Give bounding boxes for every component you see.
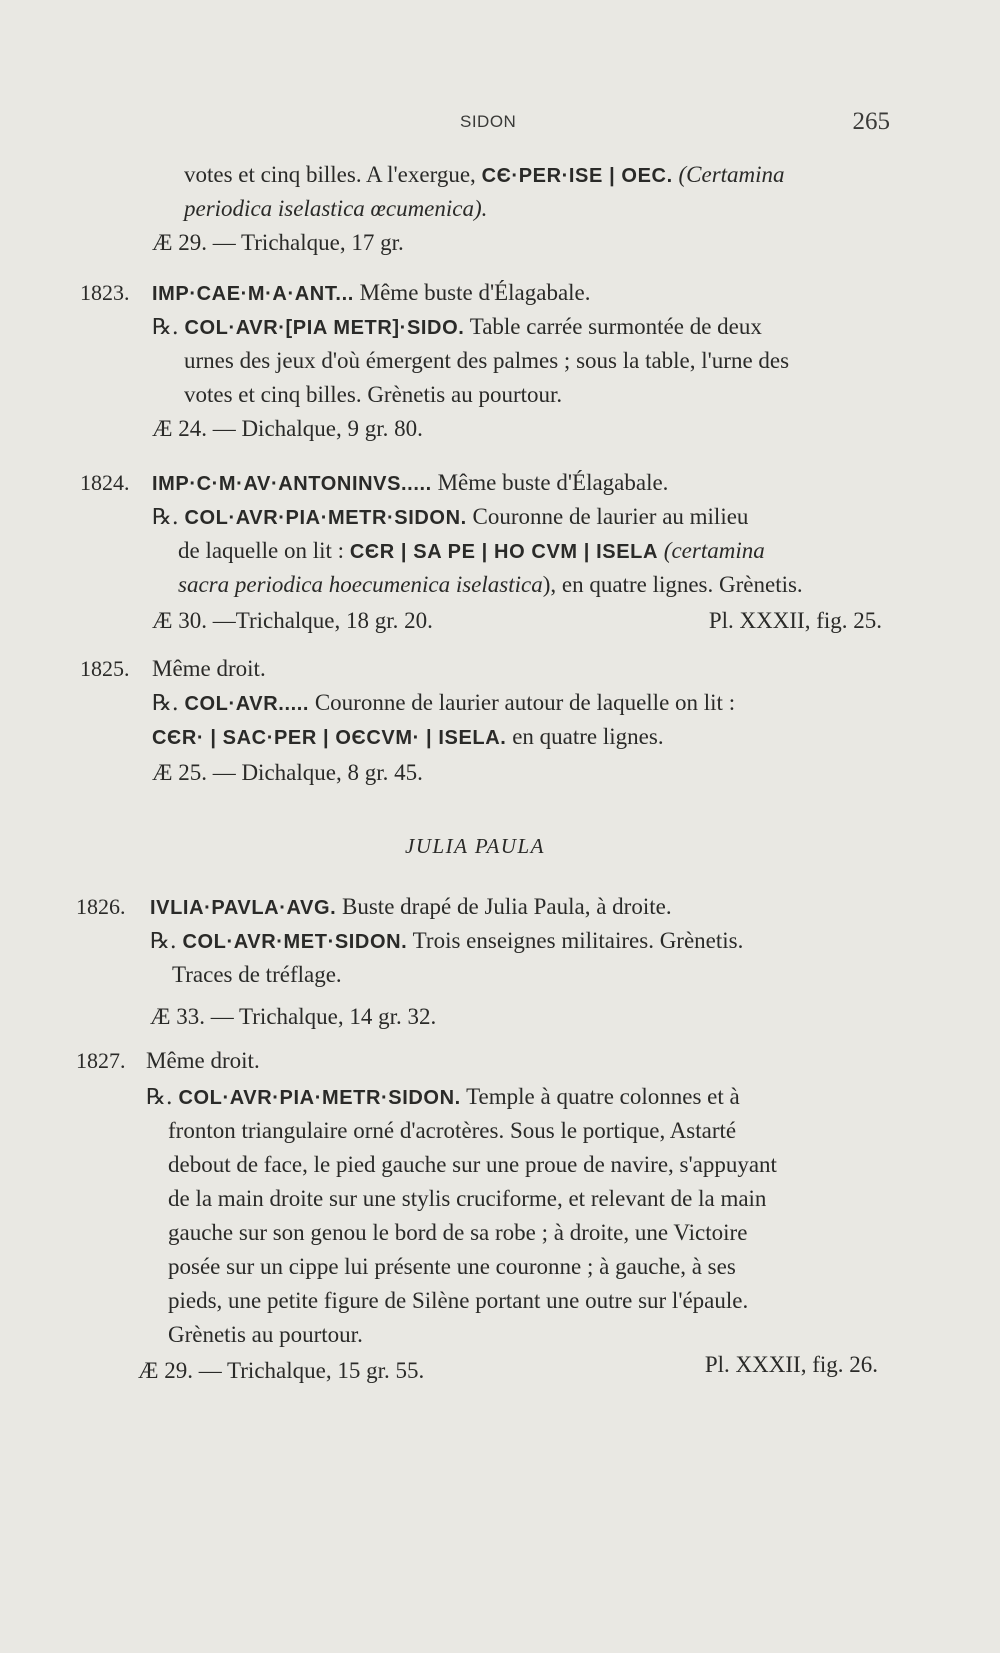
entry-number-1823: 1823.: [80, 280, 130, 305]
page-number: 265: [852, 108, 890, 135]
entry-1827-plate: Pl. XXXII, fig. 26.: [704, 1352, 878, 1377]
continuation-line-2: periodica iselastica œcumenica).: [184, 196, 488, 221]
section-title: JULIA PAULA: [405, 834, 545, 858]
entry-1827-line: fronton triangulaire orné d'acrotères. Sous le portique, Astarté: [168, 1118, 737, 1143]
continuation-line-1: votes et cinq billes. A l'exergue, CЄ·PER·ISE | OEC. (Certamina: [184, 162, 785, 187]
reverse-mark: ℞.: [146, 1085, 173, 1110]
entry-1825-metal: Æ 25. — Dichalque, 8 gr. 45.: [152, 760, 423, 785]
entry-1823-reverse: ℞. COL·AVR·[PIA METR]·SIDO. Table carrée surmontée de deux: [152, 314, 762, 340]
entry-1827-obverse: Même droit.: [146, 1048, 260, 1073]
entry-1824-line: sacra periodica hoecumenica iselastica), en quatre lignes. Grènetis.: [178, 572, 803, 597]
reverse-mark: ℞.: [152, 315, 179, 340]
entry-1825-line: CЄR· | SAC·PER | OЄCVM· | ISELA. en quatre lignes.: [152, 724, 664, 749]
entry-1825-obverse: Même droit.: [152, 656, 266, 681]
entry-1823-obverse: IMP·CAE·M·A·ANT... Même buste d'Élagabale.: [152, 280, 591, 305]
entry-1824-metal: Æ 30. —Trichalque, 18 gr. 20.: [152, 608, 433, 633]
entry-1824-plate: Pl. XXXII, fig. 25.: [708, 608, 882, 633]
entry-1824-line: de laquelle on lit : CЄR | SA PE | HO CVM | ISELA (certamina: [178, 538, 765, 563]
entry-1824-reverse: ℞. COL·AVR·PIA·METR·SIDON. Couronne de laurier au milieu: [152, 504, 749, 530]
entry-1823-metal: Æ 24. — Dichalque, 9 gr. 80.: [152, 416, 423, 441]
entry-1827-metal: Æ 29. — Trichalque, 15 gr. 55.: [138, 1358, 425, 1383]
entry-1827-line: debout de face, le pied gauche sur une proue de navire, s'appuyant: [168, 1152, 777, 1177]
entry-1826-metal: Æ 33. — Trichalque, 14 gr. 32.: [150, 1004, 437, 1029]
entry-number-1825: 1825.: [80, 656, 130, 681]
entry-number-1826: 1826.: [76, 894, 126, 919]
entry-1826-obverse: IVLIA·PAVLA·AVG. Buste drapé de Julia Paula, à droite.: [150, 894, 672, 919]
reverse-mark: ℞.: [150, 929, 177, 954]
entry-1827-line: pieds, une petite figure de Silène portant une outre sur l'épaule.: [168, 1288, 749, 1313]
entry-1824-obverse: IMP·C·M·AV·ANTONINVS..... Même buste d'Élagabale.: [152, 470, 669, 495]
entry-1827-line: gauche sur son genou le bord de sa robe ; à droite, une Victoire: [168, 1220, 748, 1245]
entry-number-1827: 1827.: [76, 1048, 126, 1073]
entry-1825-reverse: ℞. COL·AVR..... Couronne de laurier autour de laquelle on lit :: [152, 690, 736, 716]
entry-1823-line: votes et cinq billes. Grènetis au pourtour.: [184, 382, 563, 407]
entry-1826-line: Traces de tréflage.: [172, 962, 342, 987]
entry-1823-line: urnes des jeux d'où émergent des palmes ; sous la table, l'urne des: [184, 348, 790, 373]
entry-number-1824: 1824.: [80, 470, 130, 495]
entry-1827-line: de la main droite sur une stylis cruciforme, et relevant de la main: [168, 1186, 767, 1211]
entry-1827-line: Grènetis au pourtour.: [168, 1322, 363, 1347]
reverse-mark: ℞.: [152, 505, 179, 530]
continuation-metal: Æ 29. — Trichalque, 17 gr.: [152, 230, 404, 255]
exergue-legend: CЄ·PER·ISE | OEC.: [481, 165, 673, 187]
entry-1826-reverse: ℞. COL·AVR·MET·SIDON. Trois enseignes militaires. Grènetis.: [150, 928, 744, 954]
running-title: SIDON: [460, 112, 517, 131]
entry-1827-reverse: ℞. COL·AVR·PIA·METR·SIDON. Temple à quatre colonnes et à: [146, 1084, 740, 1110]
entry-1827-line: posée sur un cippe lui présente une couronne ; à gauche, à ses: [168, 1254, 736, 1279]
reverse-mark: ℞.: [152, 691, 179, 716]
